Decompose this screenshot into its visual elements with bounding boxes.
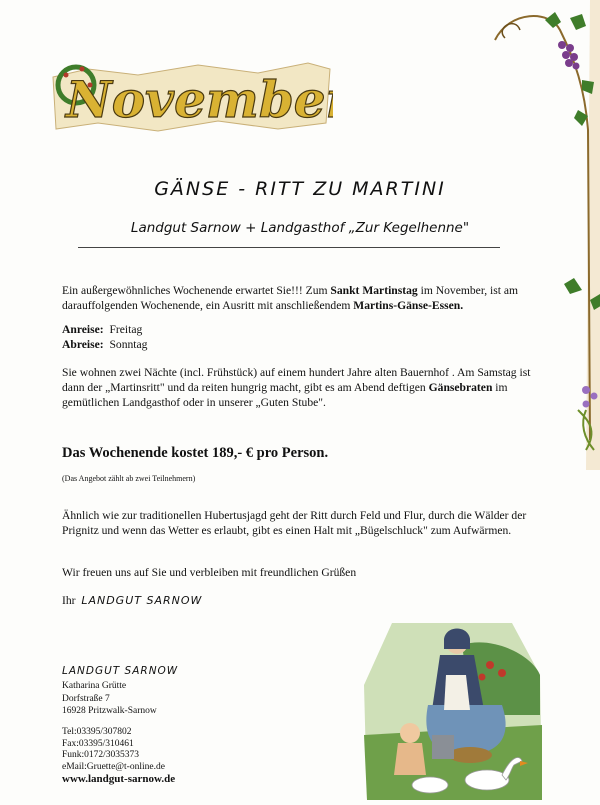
travel-dates xyxy=(62,322,362,352)
intro-text-2: im November, ist am darauffolgenden Wochenende, ein Ausritt mit anschließendem xyxy=(62,284,519,312)
farm-scene-icon xyxy=(362,615,547,800)
intro-paragraph xyxy=(62,283,532,313)
ride-paragraph: Ähnlich wie zur traditionellen Hubertusjagd geht der Ritt durch Feld und Flur, durch die Wälder der Prignitz und wenn das Wetter es erlaubt, gibt es einen Halt mit „Bügelschluck" zum Aufwärmen. xyxy=(62,509,527,537)
stay-bold-1: Gänsebraten xyxy=(428,381,493,394)
signature-prefix: Ihr xyxy=(62,594,76,607)
address-line: Dorfstraße 7 xyxy=(62,693,110,704)
arrival-value: Freitag xyxy=(109,323,143,336)
month-text: November xyxy=(66,70,333,129)
intro-bold-2: Martins-Gänse-Essen. xyxy=(353,299,464,312)
subtitle-divider xyxy=(78,247,500,248)
month-banner xyxy=(48,55,333,135)
page-title: GÄNSE - RITT ZU MARTINI xyxy=(154,178,446,200)
phone-line: Tel:03395/307802 xyxy=(62,727,132,737)
banner-graphic xyxy=(48,55,333,135)
footer-farm-name: LANDGUT SARNOW xyxy=(62,665,179,677)
fax-line: Fax:03395/310461 xyxy=(62,738,134,749)
website-link[interactable]: www.landgut-sarnow.de xyxy=(62,773,176,785)
page-subtitle: Landgut Sarnow + Landgasthof „Zur Kegelhenne" xyxy=(130,220,470,236)
greeting-line: Wir freuen uns auf Sie und verbleiben mit freundlichen Grüßen xyxy=(62,566,357,579)
farm-scene-illustration xyxy=(362,615,547,800)
address-line: Katharina Grütte xyxy=(62,681,127,691)
departure-label: Abreise: xyxy=(62,338,104,351)
departure-value: Sonntag xyxy=(109,338,148,351)
arrival-label: Anreise: xyxy=(62,323,104,336)
departure-row xyxy=(62,337,362,352)
arrival-row xyxy=(62,322,362,337)
stay-paragraph xyxy=(62,365,532,410)
stay-text-1: Sie wohnen zwei Nächte (incl. Frühstück) auf einem hundert Jahre alten Bauernhof . Am Samstag ist dann der „Martinsritt" und da reiten hungrig macht, gibt es am Abend deftigen xyxy=(62,366,531,394)
intro-bold-1: Sankt Martinstag xyxy=(330,284,418,297)
email-line[interactable]: eMail:Gruette@t-online.de xyxy=(62,761,165,772)
signature-name: LANDGUT SARNOW xyxy=(81,594,203,607)
stay-text-2: im gemütlichen Landgasthof oder in unserer „Guten Stube". xyxy=(62,381,508,409)
address-line: 16928 Pritzwalk-Sarnow xyxy=(62,706,157,716)
intro-text-1: Ein außergewöhnliches Wochenende erwartet Sie!!! Zum xyxy=(62,284,331,297)
footer-address xyxy=(62,680,157,718)
footer-contact xyxy=(62,727,165,773)
mobile-line: Funk:0172/3035373 xyxy=(62,750,140,760)
price-line: Das Wochenende kostet 189,- € pro Person. xyxy=(62,445,329,461)
signature-line xyxy=(62,594,202,607)
offer-note: (Das Angebot zählt ab zwei Teilnehmern) xyxy=(62,474,196,483)
